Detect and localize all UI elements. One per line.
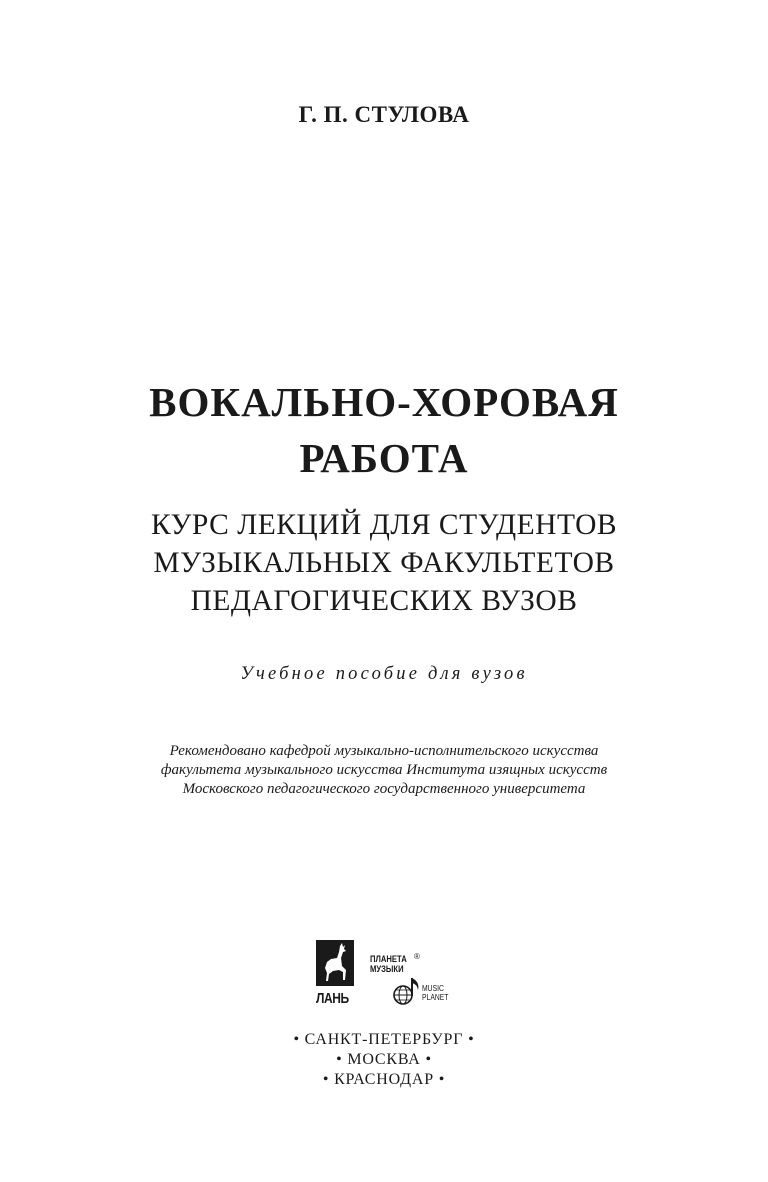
imprint-name xyxy=(370,954,407,974)
imprint-line: МУЗЫКИ xyxy=(370,964,404,974)
globe-note-icon xyxy=(390,976,424,1013)
book-subtitle-line: ПЕДАГОГИЧЕСКИХ ВУЗОВ xyxy=(190,585,578,617)
recommendation-line: факультета музыкального искусства Института изящных искусств xyxy=(160,762,608,778)
book-title xyxy=(0,374,768,486)
imprint-name-latin xyxy=(422,984,448,1002)
recommendation-line: Рекомендовано кафедрой музыкально-исполнительского искусства xyxy=(169,743,599,759)
book-subtitle-line: МУЗЫКАЛЬНЫХ ФАКУЛЬТЕТОВ xyxy=(153,547,615,579)
city-line: • МОСКВА • xyxy=(336,1051,432,1068)
imprint-latin-line: MUSIC xyxy=(422,984,444,993)
city-line: • КРАСНОДАР • xyxy=(322,1071,446,1088)
city-line: • САНКТ-ПЕТЕРБУРГ • xyxy=(293,1031,475,1048)
book-title-line: ВОКАЛЬНО-ХОРОВАЯ xyxy=(149,379,619,425)
publisher-cities xyxy=(0,1030,768,1090)
author-name: Г. П. СТУЛОВА xyxy=(298,102,470,127)
imprint-latin-line: PLANET xyxy=(422,993,449,1002)
doe-logo-icon xyxy=(316,940,354,986)
book-subtitle-line: КУРС ЛЕКЦИЙ ДЛЯ СТУДЕНТОВ xyxy=(150,509,618,541)
book-subtitle xyxy=(0,506,768,620)
registered-mark: ® xyxy=(414,952,420,961)
book-title-line: РАБОТА xyxy=(299,435,469,481)
recommendation-line: Московского педагогического государственного университета xyxy=(182,781,586,797)
publisher-logo xyxy=(316,940,456,1022)
imprint-line: ПЛАНЕТА xyxy=(370,954,407,964)
edition-type: Учебное пособие для вузов xyxy=(240,664,528,684)
publisher-name: ЛАНЬ xyxy=(316,990,349,1007)
recommendation-note xyxy=(0,742,768,799)
